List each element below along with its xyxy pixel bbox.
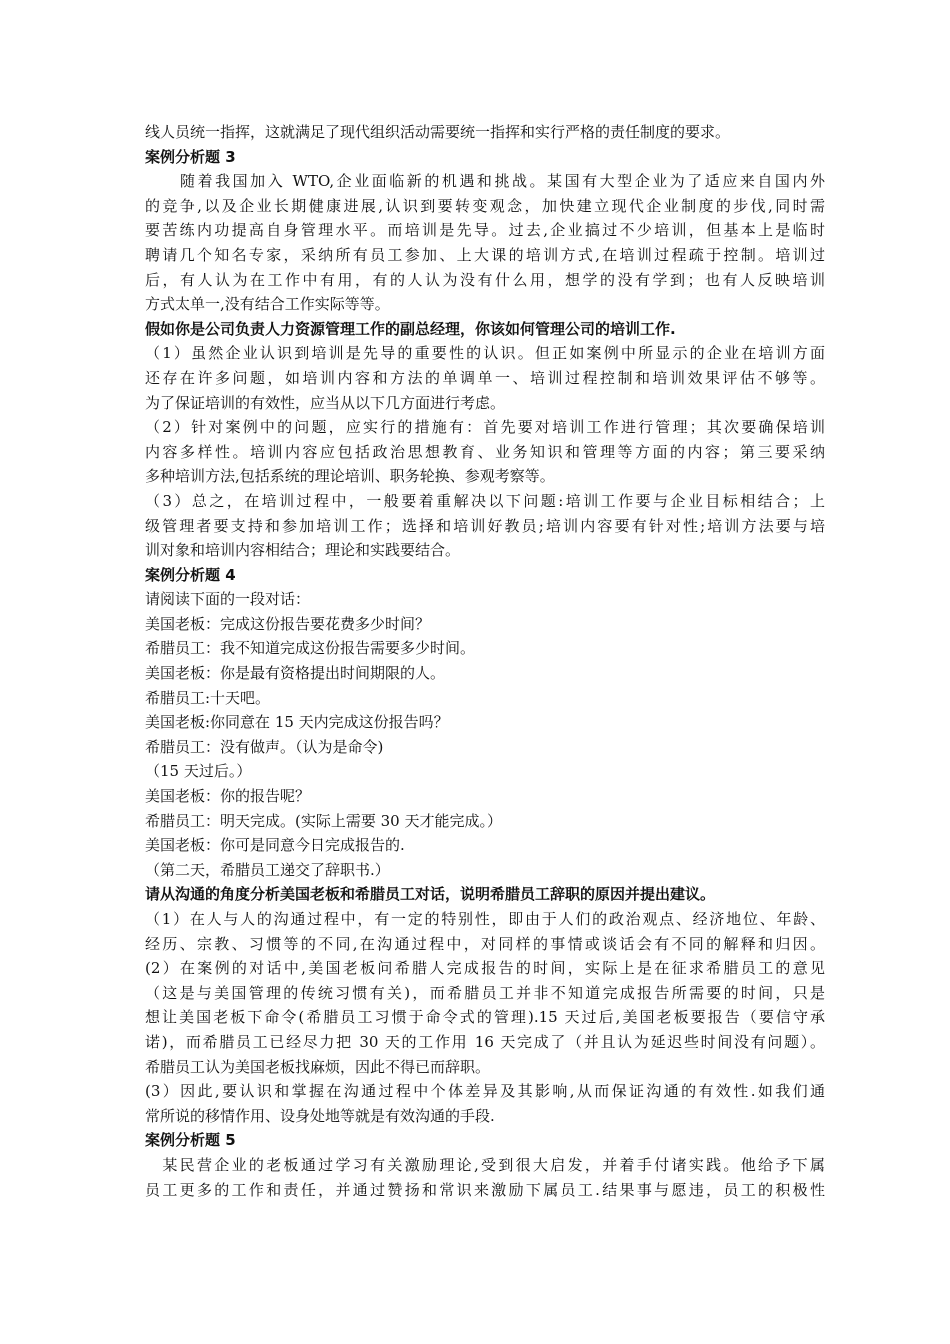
text-line: 聘请几个知名专家，采纳所有员工参加、上大课的培训方式,在培训过程疏于控制。培训过 xyxy=(145,245,825,264)
text-line: 后，有人认为在工作中有用，有的人认为没有什么用，想学的没有学到；也有人反映培训 xyxy=(145,270,825,289)
text-line: （3）总之，在培训过程中，一般要着重解决以下问题:培训工作要与企业目标相结合；上 xyxy=(145,491,825,510)
text-line: 的竞争,以及企业长期健康进展,认识到要转变观念，加快建立现代企业制度的步伐,同时需 xyxy=(145,196,825,215)
text-line: 要苦练内功提高自身管理水平。而培训是先导。过去,企业搞过不少培训，但基本上是临时 xyxy=(145,221,825,240)
text-line: 希腊员工认为美国老板找麻烦，因此不得已而辞职。 xyxy=(145,1057,491,1076)
text-line: 方式太单一,没有结合工作实际等等。 xyxy=(145,295,390,314)
text-line: 美国老板：你可是同意今日完成报告的. xyxy=(145,836,405,855)
section-heading: 案例分析题 3 xyxy=(145,147,236,166)
text-line: 诺)，而希腊员工已经尽力把 30 天的工作用 16 天完成了（并且认为延迟些时间没有问题）。 xyxy=(145,1032,825,1051)
text-line: 美国老板：你是最有资格提出时间期限的人。 xyxy=(145,664,446,683)
text-line: 想让美国老板下命令(希腊员工习惯于命令式的管理).15 天过后,美国老板要报告（要信守承 xyxy=(145,1008,825,1027)
text-line: 多种培训方法,包括系统的理论培训、职务轮换、参观考察等。 xyxy=(145,467,555,486)
text-line: 内容多样性。培训内容应包括政治思想教育、业务知识和管理等方面的内容；第三要采纳 xyxy=(145,442,825,461)
text-line: 线人员统一指挥，这就满足了现代组织活动需要统一指挥和实行严格的责任制度的要求。 xyxy=(145,123,731,141)
text-line: (3）因此,要认识和掌握在沟通过程中个体差异及其影响,从而保证沟通的有效性.如我们通 xyxy=(145,1082,825,1101)
text-line: （2）针对案例中的问题，应实行的措施有：首先要对培训工作进行管理；其次要确保培训 xyxy=(145,418,825,437)
section-heading: 假如你是公司负责人力资源管理工作的副总经理，你该如何管理公司的培训工作. xyxy=(145,319,676,338)
text-line: （1）在人与人的沟通过程中，有一定的特别性，即由于人们的政治观点、经济地位、年龄、 xyxy=(145,910,825,928)
text-line: （这是与美国管理的传统习惯有关)，而希腊员工并非不知道完成报告所需要的时间，只是 xyxy=(145,983,825,1002)
text-line: 美国老板：完成这份报告要花费多少时间？ xyxy=(145,614,431,633)
text-line: 随着我国加入 WTO,企业面临新的机遇和挑战。某国有大型企业为了适应来自国内外 xyxy=(145,172,825,191)
text-line: （第二天，希腊员工递交了辞职书.） xyxy=(145,860,390,879)
text-line: 经历、宗教、习惯等的不同,在沟通过程中，对同样的事情或谈话会有不同的解释和归因。 xyxy=(145,934,825,953)
text-line: 训对象和培训内容相结合；理论和实践要结合。 xyxy=(145,541,461,560)
section-heading: 请从沟通的角度分析美国老板和希腊员工对话，说明希腊员工辞职的原因并提出建议。 xyxy=(145,885,716,904)
text-line: 希腊员工:十天吧。 xyxy=(145,688,271,707)
text-line: （1）虽然企业认识到培训是先导的重要性的认识。但正如案例中所显示的企业在培训方面 xyxy=(145,344,825,363)
document-page xyxy=(145,120,825,1202)
text-line: 某民营企业的老板通过学习有关激励理论,受到很大启发，并着手付诸实践。他给予下属 xyxy=(145,1155,825,1174)
text-line: 希腊员工：明天完成。(实际上需要 30 天才能完成。） xyxy=(145,811,502,830)
section-heading: 案例分析题 4 xyxy=(145,565,236,584)
text-line: 希腊员工：没有做声。（认为是命令) xyxy=(145,737,384,756)
text-line: 希腊员工：我不知道完成这份报告需要多少时间。 xyxy=(145,639,476,658)
section-heading: 案例分析题 5 xyxy=(145,1131,236,1150)
text-line: 员工更多的工作和责任，并通过赞扬和常识来激励下属员工.结果事与愿违，员工的积极性 xyxy=(145,1180,825,1199)
text-line: （15 天过后。） xyxy=(145,762,252,781)
text-line: 美国老板：你的报告呢？ xyxy=(145,787,311,806)
text-line: 常所说的移情作用、设身处地等就是有效沟通的手段. xyxy=(145,1106,495,1125)
text-line: 为了保证培训的有效性，应当从以下几方面进行考虑。 xyxy=(145,393,506,412)
text-line: 请阅读下面的一段对话： xyxy=(145,590,311,609)
text-line: 美国老板:你同意在 15 天内完成这份报告吗？ xyxy=(145,713,449,732)
text-line: (2）在案例的对话中,美国老板问希腊人完成报告的时间，实际上是在征求希腊员工的意见 xyxy=(145,959,825,978)
text-line: 级管理者要支持和参加培训工作；选择和培训好教员;培训内容要有针对性;培训方法要与培 xyxy=(145,516,825,535)
text-line: 还存在许多问题，如培训内容和方法的单调单一、培训过程控制和培训效果评估不够等。 xyxy=(145,368,825,387)
